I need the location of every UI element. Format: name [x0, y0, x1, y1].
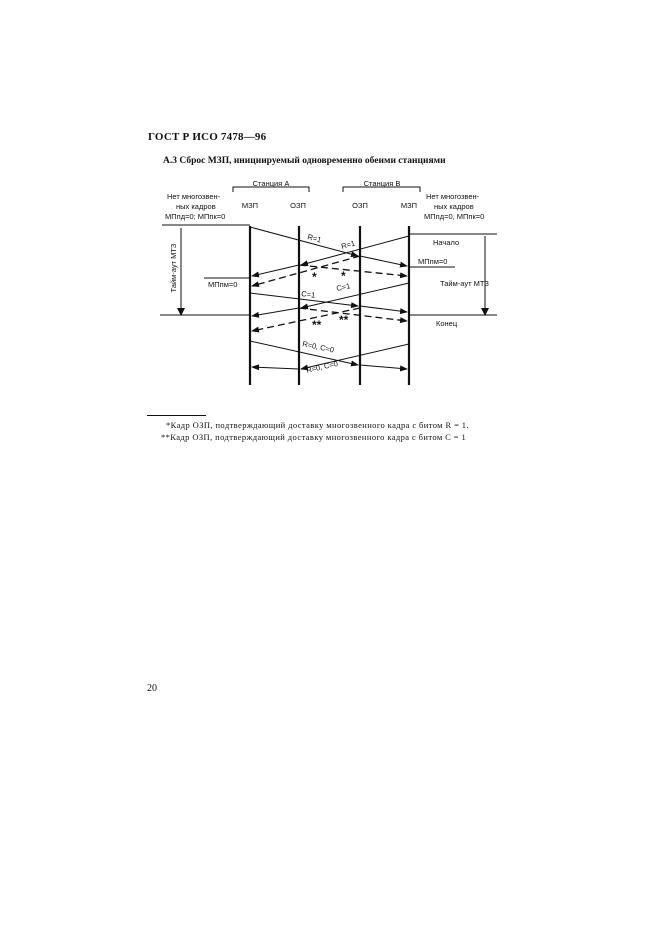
right-note-line-3: МПпд=0, МПпк=0 — [424, 212, 485, 221]
right-mppm-label: МПпм=0 — [418, 257, 448, 266]
end-label: Конец — [436, 319, 458, 328]
section-title: А.3 Сброс МЗП, инициируемый одновременно обеими станциями — [163, 156, 446, 166]
footnote-rule — [147, 415, 206, 416]
star-3: ** — [312, 318, 322, 332]
right-note-line-2: ных кадров — [434, 202, 474, 211]
station-b-label: Станция В — [363, 179, 401, 188]
fwd-c1-to-mzp-a — [252, 308, 299, 316]
msg-r1-b-label: R=1 — [340, 238, 357, 251]
fwd-r1-to-mzp-b — [360, 256, 407, 266]
left-note-line-2: ных кадров — [176, 202, 216, 211]
document-header: ГОСТ Р ИСО 7478—96 — [148, 131, 267, 143]
page-number: 20 — [147, 683, 157, 694]
col-mzp-a: МЗП — [241, 201, 259, 210]
left-note-line-3: МПпд=0; МПпк=0 — [165, 212, 226, 221]
col-mzp-b: МЗП — [400, 201, 418, 210]
col-ozp-a: ОЗП — [290, 201, 306, 210]
msg-r0c0-a-label: R=0, C=0 — [301, 339, 335, 355]
station-a-label: Станция А — [252, 179, 290, 188]
col-ozp-b: ОЗП — [352, 201, 368, 210]
right-timeout-label: Тайм-аут МТЗ — [440, 279, 489, 288]
start-label: Начало — [433, 238, 460, 247]
left-note-line-1: Нет многозвен- — [167, 192, 221, 201]
fwd-r0c0-to-mzp-b — [360, 365, 407, 369]
star-2: * — [341, 269, 346, 283]
footnote-2: **Кадр ОЗП, подтверждающий доставку многозвенного кадра с битом С = 1 — [161, 432, 467, 442]
fwd-c1-to-mzp-b — [360, 306, 407, 312]
footnote-1: *Кадр ОЗП, подтверждающий доставку многозвенного кадра с битом R = 1. — [166, 420, 469, 430]
msg-r1-a-label: R=1 — [306, 232, 323, 245]
msg-c1-b-label: C=1 — [335, 281, 352, 293]
msg-c1-b-arrow — [301, 283, 409, 308]
right-note-line-1: Нет многозвен- — [426, 192, 480, 201]
left-mppm-label: МПпм=0 — [208, 280, 238, 289]
fwd-r0c0-to-mzp-a — [252, 367, 299, 369]
msg-r0c0-b-label: R=0, C=0 — [305, 358, 339, 375]
msg-c1-a-label: C=1 — [300, 289, 316, 300]
star-1: * — [312, 270, 317, 284]
left-timeout-label: Тайм-аут МТЗ — [169, 243, 178, 293]
star-4: ** — [339, 313, 349, 327]
